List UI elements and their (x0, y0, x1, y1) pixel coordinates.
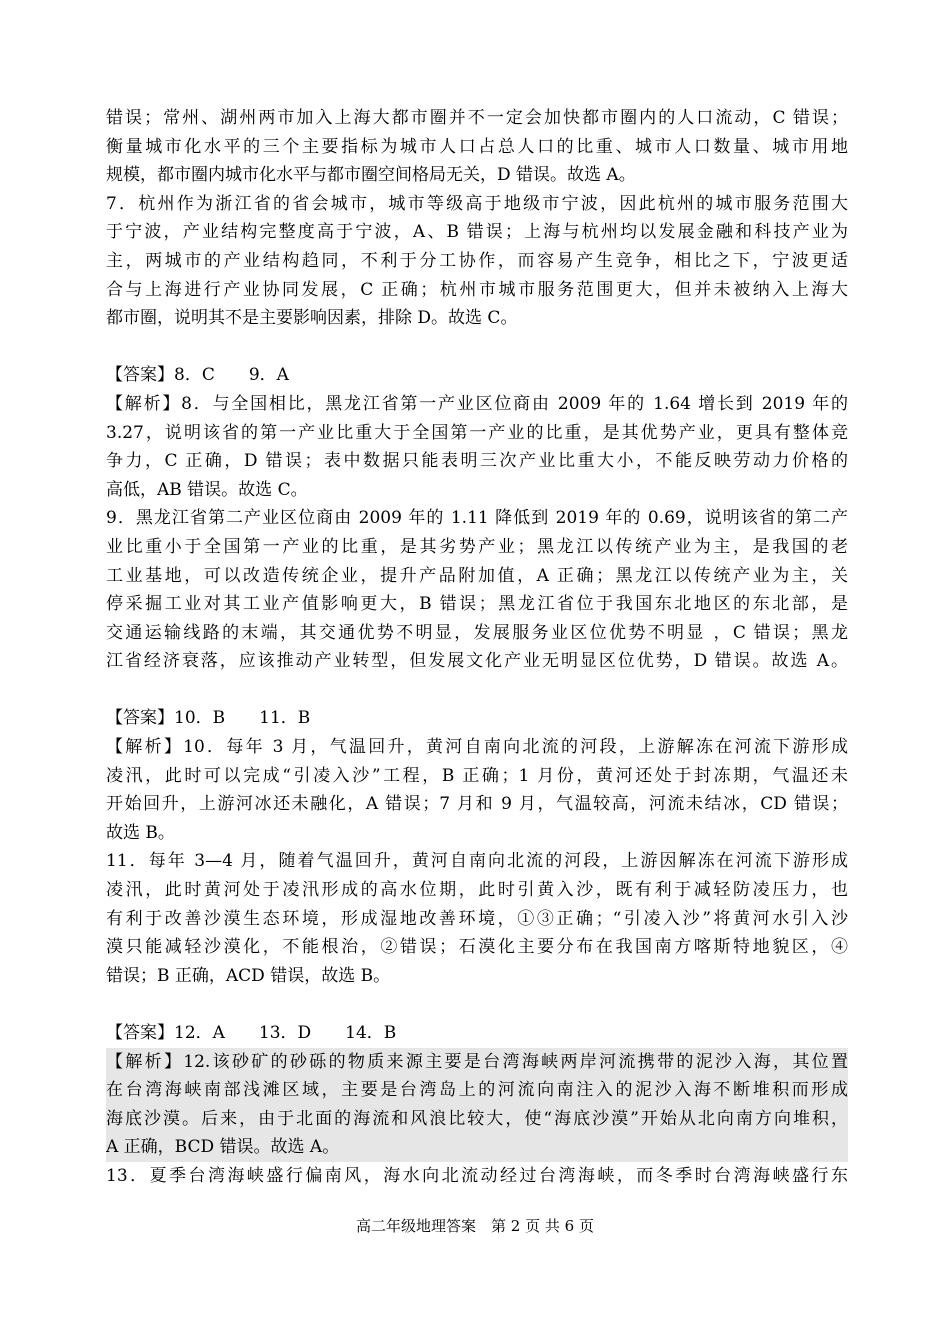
text-line: A 正确，BCD 错误。故选 A。 (106, 1133, 848, 1162)
text-line: 工业基地，可以改造传统企业，提升产品附加值，A 正确；黑龙江以传统产业为主，关 (106, 565, 848, 586)
paragraph-gap (106, 990, 848, 1019)
text-line: 【答案】8．C 9．A (106, 365, 289, 386)
text-line: 江省经济衰落，应该推动产业转型，但发展文化产业无明显区位优势，D 错误。故选 A。 (106, 651, 848, 672)
paragraph-gap (106, 333, 848, 362)
text-line: 错误；B 正确，ACD 错误，故选 B。 (106, 965, 391, 986)
text-line: 3.27，说明该省的第一产业比重大于全国第一产业的比重，是其优势产业，更具有整体竞 (106, 422, 848, 443)
text-line: 高低，AB 错误。故选 C。 (106, 479, 308, 500)
text-line: 【解析】12.该砂矿的砂砾的物质来源主要是台湾海峡两岸河流携带的泥沙入海，其位置 (106, 1048, 848, 1077)
text-line: 有利于改善沙漠生态环境，形成湿地改善环境，①③正确；“引凌入沙”将黄河水引入沙 (106, 908, 848, 929)
text-line: 故选 B。 (106, 822, 175, 843)
text-line: 【解析】10．每年 3 月，气温回升，黄河自南向北流的河段，上游解冻在河流下游形成 (106, 737, 848, 758)
text-line: 在台湾海峡南部浅滩区域，主要是台湾岛上的河流向南注入的泥沙入海不断堆积而形成 (106, 1076, 848, 1105)
text-line: 漠只能减轻沙漠化，不能根治，②错误；石漠化主要分布在我国南方喀斯特地貌区，④ (106, 937, 848, 958)
text-line: 凌汛，此时可以完成“引凌入沙”工程，B 正确；1 月份，黄河还处于封冻期，气温还未 (106, 765, 848, 786)
text-line: 9．黑龙江省第二产业区位商由 2009 年的 1.11 降低到 2019 年的 0.69，说明该省的第二产 (106, 508, 848, 529)
text-line: 11．每年 3—4 月，随着气温回升，黄河自南向北流的河段，上游因解冻在河流下游形成 (106, 851, 848, 872)
document-body (106, 104, 848, 1191)
text-line: 衡量城市化水平的三个主要指标为城市人口占总人口的比重、城市人口数量、城市用地 (106, 136, 848, 157)
text-line: 海底沙漠。后来，由于北面的海流和风浪比较大，使“海底沙漠”开始从北向南方向堆积， (106, 1105, 848, 1134)
text-line: 【答案】12．A 13．D 14．B (106, 1023, 397, 1043)
text-line: 主，两城市的产业结构趋同，不利于分工协作，而容易产生竞争，相比之下，宁波更适 (106, 250, 848, 271)
text-line: 【答案】10．B 11．B (106, 708, 311, 729)
text-line: 合与上海进行产业协同发展，C 正确；杭州市城市服务范围更大，但并未被纳入上海大 (106, 279, 848, 300)
text-line: 开始回升，上游河冰还未融化，A 错误；7 月和 9 月，气温较高，河流未结冰，CD 错误； (106, 794, 848, 815)
text-line: 凌汛，此时黄河处于凌汛形成的高水位期，此时引黄入沙，既有利于减轻防凌压力，也 (106, 880, 848, 901)
text-line: 【解析】8．与全国相比，黑龙江省第一产业区位商由 2009 年的 1.64 增长到 2019 年的 (106, 393, 848, 414)
text-line: 错误；常州、湖州两市加入上海大都市圈并不一定会加快都市圈内的人口流动，C 错误； (106, 108, 848, 128)
page-footer: 高二年级地理答案 第 2 页 共 6 页 (356, 1217, 594, 1235)
text-line: 于宁波，产业结构完整度高于宁波，A、B 错误；上海与杭州均以发展金融和科技产业为 (106, 222, 848, 243)
text-line: 交通运输线路的末端，其交通优势不明显，发展服务业区位优势不明显 ，C 错误；黑龙 (106, 622, 848, 643)
text-line: 7．杭州作为浙江省的省会城市，城市等级高于地级市宁波，因此杭州的城市服务范围大 (106, 193, 848, 214)
text-line: 规模，都市圈内城市化水平与都市圈空间格局无关，D 错误。故选 A。 (106, 165, 636, 186)
text-line: 都市圈，说明其不是主要影响因素，排除 D。故选 C。 (106, 308, 518, 329)
text-line: 业比重小于全国第一产业的比重，是其劣势产业；黑龙江以传统产业为主，是我国的老 (106, 536, 848, 557)
paragraph-gap (106, 676, 848, 705)
text-line: 停采掘工业对其工业产值影响更大，B 错误；黑龙江省位于我国东北地区的东北部，是 (106, 594, 848, 615)
text-line: 争力，C 正确，D 错误；表中数据只能表明三次产业比重大小，不能反映劳动力价格的 (106, 451, 848, 472)
text-line: 13．夏季台湾海峡盛行偏南风，海水向北流动经过台湾海峡，而冬季时台湾海峡盛行东 (106, 1165, 848, 1186)
